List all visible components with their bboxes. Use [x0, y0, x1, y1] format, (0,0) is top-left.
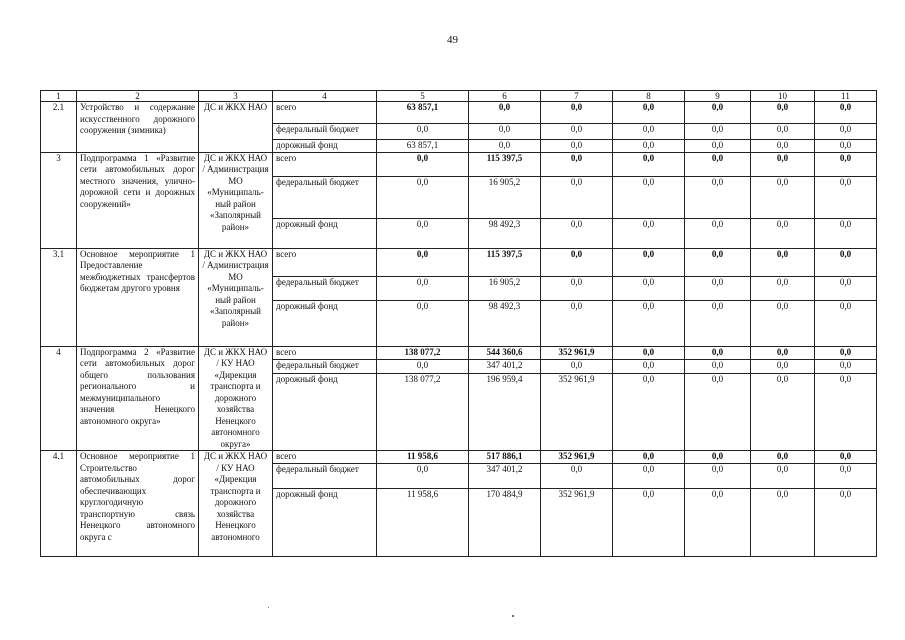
value-cell: 0,0	[815, 218, 877, 248]
value-cell: 544 360,6	[469, 346, 541, 360]
value-cell: 0,0	[469, 124, 541, 140]
value-cell: 0,0	[613, 124, 685, 140]
value-cell: 0,0	[685, 489, 751, 557]
value-cell: 170 484,9	[469, 489, 541, 557]
funding-source: всего	[273, 451, 377, 464]
value-cell: 0,0	[751, 489, 815, 557]
value-cell: 0,0	[613, 152, 685, 176]
value-cell: 115 397,5	[469, 152, 541, 176]
value-cell: 0,0	[377, 248, 469, 276]
value-cell: 0,0	[541, 176, 613, 218]
value-cell: 0,0	[613, 176, 685, 218]
value-cell: 0,0	[613, 373, 685, 450]
value-cell: 0,0	[685, 124, 751, 140]
value-cell: 0,0	[685, 451, 751, 464]
value-cell: 0,0	[751, 124, 815, 140]
value-cell: 0,0	[685, 464, 751, 489]
column-header: 6	[469, 91, 541, 102]
value-cell: 0,0	[815, 276, 877, 300]
table-row	[41, 346, 877, 360]
column-header: 5	[377, 91, 469, 102]
value-cell: 0,0	[613, 218, 685, 248]
value-cell: 0,0	[751, 464, 815, 489]
item-number: 4	[41, 346, 77, 451]
item-number: 3.1	[41, 248, 77, 346]
value-cell: 0,0	[815, 248, 877, 276]
value-cell: 352 961,9	[541, 346, 613, 360]
value-cell: 0,0	[751, 218, 815, 248]
funding-source: федеральный бюджет	[273, 124, 377, 140]
value-cell: 0,0	[685, 373, 751, 450]
funding-source: федеральный бюджет	[273, 360, 377, 374]
value-cell: 0,0	[377, 176, 469, 218]
executor: ДС и ЖКХ НАО	[199, 102, 273, 153]
budget-table	[40, 90, 877, 557]
value-cell: 0,0	[751, 176, 815, 218]
value-cell: 0,0	[685, 360, 751, 374]
value-cell: 0,0	[751, 360, 815, 374]
value-cell: 0,0	[685, 140, 751, 153]
value-cell: 0,0	[541, 464, 613, 489]
value-cell: 0,0	[815, 102, 877, 124]
table-row	[41, 451, 877, 464]
item-name: Подпрограмма 2 «Развитие сети автомобильных дорог общего пользования регионального и межмуниципального значения Ненецкого автономного округа»	[77, 346, 199, 451]
value-cell: 517 886,1	[469, 451, 541, 464]
header-row	[41, 91, 877, 102]
value-cell: 0,0	[685, 102, 751, 124]
funding-source: всего	[273, 248, 377, 276]
value-cell: 0,0	[613, 102, 685, 124]
value-cell: 0,0	[751, 373, 815, 450]
item-name: Основное мероприятие 1 Строительство автомобильных дорог обеспечивающих круглогодичную транспортную связь Ненецкого автономного округа с	[77, 451, 199, 557]
executor: ДС и ЖКХ НАО / Администрация МО «Муниципаль-ный район «Заполярный район»	[199, 152, 273, 248]
value-cell: 0,0	[541, 124, 613, 140]
value-cell: 0,0	[541, 102, 613, 124]
item-number: 4.1	[41, 451, 77, 557]
value-cell: 0,0	[751, 346, 815, 360]
value-cell: 0,0	[541, 300, 613, 346]
value-cell: 0,0	[685, 176, 751, 218]
executor: ДС и ЖКХ НАО / КУ НАО «Дирекция транспорта и дорожного хозяйства Ненецкого автономного	[199, 451, 273, 557]
value-cell: 0,0	[815, 346, 877, 360]
value-cell: 98 492,3	[469, 218, 541, 248]
value-cell: 352 961,9	[541, 451, 613, 464]
funding-source: дорожный фонд	[273, 140, 377, 153]
scan-dot	[268, 607, 269, 608]
value-cell: 0,0	[541, 218, 613, 248]
value-cell: 352 961,9	[541, 373, 613, 450]
value-cell: 0,0	[613, 248, 685, 276]
item-name: Подпрограмма 1 «Развитие сети автомобильных дорог местного значения, улично-дорожной сети и дорожных сооружений»	[77, 152, 199, 248]
value-cell: 0,0	[751, 300, 815, 346]
executor: ДС и ЖКХ НАО / Администрация МО «Муниципаль-ный район «Заполярный район»	[199, 248, 273, 346]
value-cell: 0,0	[751, 248, 815, 276]
funding-source: федеральный бюджет	[273, 176, 377, 218]
value-cell: 0,0	[541, 140, 613, 153]
value-cell: 11 958,6	[377, 489, 469, 557]
column-header: 2	[77, 91, 199, 102]
value-cell: 0,0	[613, 464, 685, 489]
column-header: 9	[685, 91, 751, 102]
value-cell: 0,0	[751, 152, 815, 176]
value-cell: 196 959,4	[469, 373, 541, 450]
value-cell: 0,0	[815, 464, 877, 489]
table-row	[41, 102, 877, 124]
item-name: Основное мероприятие 1 Предоставление межбюджетных трансфертов бюджетам другого уровня	[77, 248, 199, 346]
column-header: 10	[751, 91, 815, 102]
funding-source: всего	[273, 152, 377, 176]
value-cell: 0,0	[377, 124, 469, 140]
funding-source: федеральный бюджет	[273, 464, 377, 489]
value-cell: 0,0	[613, 360, 685, 374]
value-cell: 0,0	[377, 464, 469, 489]
column-header: 8	[613, 91, 685, 102]
value-cell: 0,0	[377, 152, 469, 176]
value-cell: 0,0	[541, 152, 613, 176]
value-cell: 138 077,2	[377, 373, 469, 450]
value-cell: 0,0	[377, 300, 469, 346]
funding-source: дорожный фонд	[273, 373, 377, 450]
funding-source: всего	[273, 346, 377, 360]
value-cell: 0,0	[815, 140, 877, 153]
value-cell: 352 961,9	[541, 489, 613, 557]
value-cell: 0,0	[613, 451, 685, 464]
value-cell: 0,0	[469, 140, 541, 153]
value-cell: 0,0	[377, 360, 469, 374]
value-cell: 0,0	[815, 176, 877, 218]
value-cell: 0,0	[815, 124, 877, 140]
funding-source: всего	[273, 102, 377, 124]
column-header: 1	[41, 91, 77, 102]
item-number: 3	[41, 152, 77, 248]
item-number: 2.1	[41, 102, 77, 153]
value-cell: 0,0	[613, 276, 685, 300]
value-cell: 0,0	[685, 346, 751, 360]
value-cell: 0,0	[613, 300, 685, 346]
column-header: 4	[273, 91, 377, 102]
table-row	[41, 152, 877, 176]
value-cell: 138 077,2	[377, 346, 469, 360]
value-cell: 0,0	[541, 276, 613, 300]
value-cell: 0,0	[815, 489, 877, 557]
value-cell: 0,0	[815, 152, 877, 176]
value-cell: 115 397,5	[469, 248, 541, 276]
funding-source: дорожный фонд	[273, 300, 377, 346]
page-number: 49	[447, 34, 458, 46]
value-cell: 0,0	[613, 140, 685, 153]
value-cell: 0,0	[377, 218, 469, 248]
value-cell: 0,0	[751, 102, 815, 124]
scan-dot	[512, 615, 514, 617]
value-cell: 347 401,2	[469, 464, 541, 489]
value-cell: 0,0	[541, 248, 613, 276]
value-cell: 98 492,3	[469, 300, 541, 346]
value-cell: 0,0	[751, 140, 815, 153]
funding-source: дорожный фонд	[273, 489, 377, 557]
column-header: 11	[815, 91, 877, 102]
value-cell: 0,0	[815, 300, 877, 346]
value-cell: 0,0	[815, 373, 877, 450]
funding-source: федеральный бюджет	[273, 276, 377, 300]
value-cell: 0,0	[751, 276, 815, 300]
item-name: Устройство и содержание искусственного дорожного сооружения (зимника)	[77, 102, 199, 153]
value-cell: 0,0	[685, 248, 751, 276]
value-cell: 0,0	[815, 360, 877, 374]
value-cell: 63 857,1	[377, 102, 469, 124]
value-cell: 0,0	[685, 300, 751, 346]
value-cell: 0,0	[751, 451, 815, 464]
table-row	[41, 248, 877, 276]
value-cell: 0,0	[685, 276, 751, 300]
value-cell: 0,0	[613, 489, 685, 557]
column-header: 7	[541, 91, 613, 102]
value-cell: 16 905,2	[469, 176, 541, 218]
value-cell: 11 958,6	[377, 451, 469, 464]
executor: ДС и ЖКХ НАО / КУ НАО «Дирекция транспорта и дорожного хозяйства Ненецкого автономного округа»	[199, 346, 273, 451]
value-cell: 347 401,2	[469, 360, 541, 374]
value-cell: 0,0	[815, 451, 877, 464]
value-cell: 0,0	[469, 102, 541, 124]
funding-source: дорожный фонд	[273, 218, 377, 248]
value-cell: 16 905,2	[469, 276, 541, 300]
value-cell: 63 857,1	[377, 140, 469, 153]
value-cell: 0,0	[685, 218, 751, 248]
column-header: 3	[199, 91, 273, 102]
value-cell: 0,0	[685, 152, 751, 176]
value-cell: 0,0	[613, 346, 685, 360]
value-cell: 0,0	[377, 276, 469, 300]
value-cell: 0,0	[541, 360, 613, 374]
